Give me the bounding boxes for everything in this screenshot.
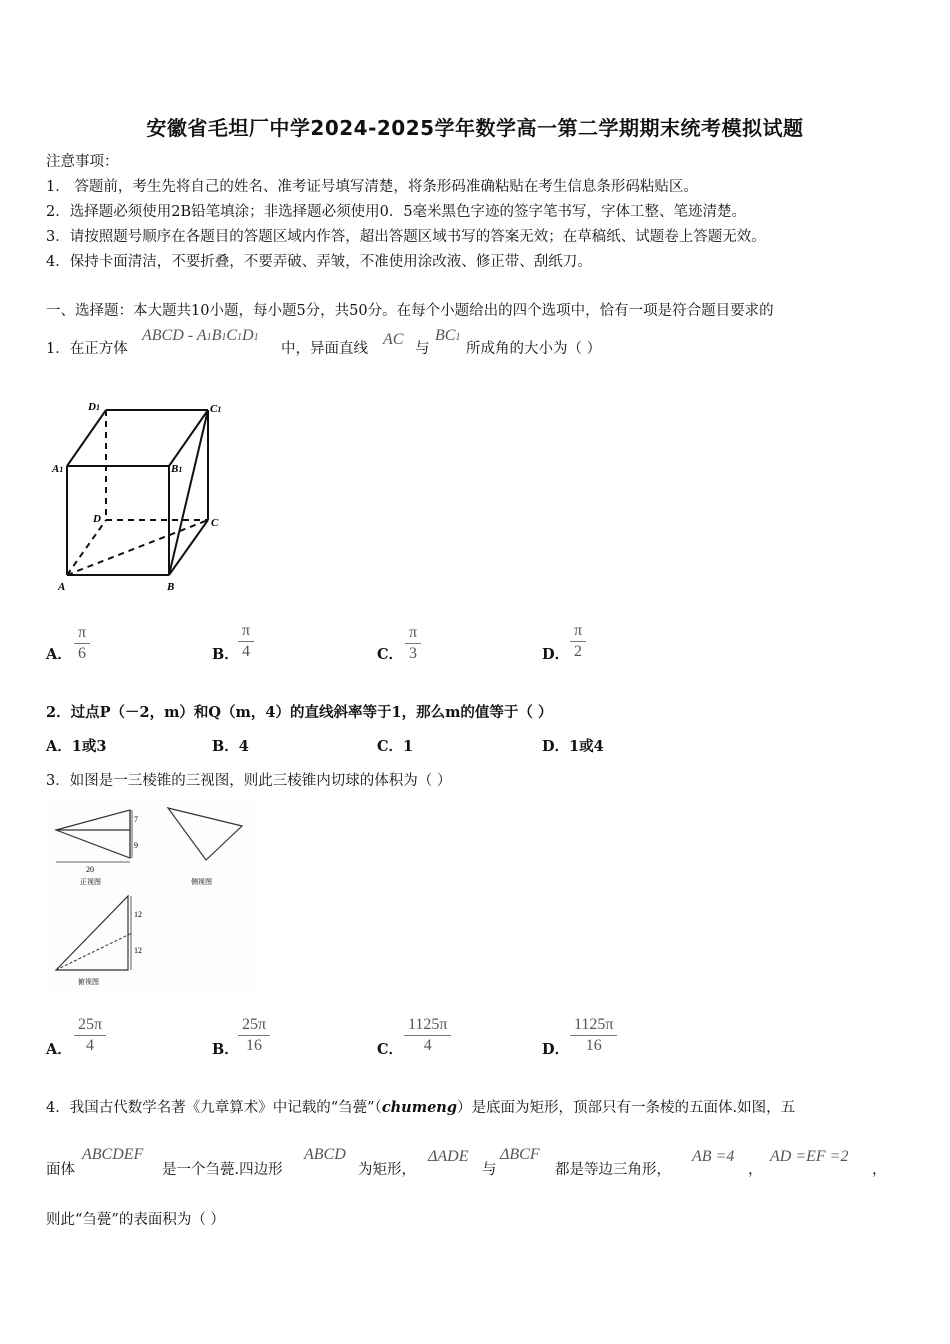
q2-option-c: C．1 xyxy=(377,738,414,755)
page-title: 安徽省毛坦厂中学2024-2025学年数学高一第二学期期末统考模拟试题 xyxy=(146,116,804,140)
q1-option-c-value: π 3 xyxy=(405,624,421,663)
q4-eq-ad-ef: AD =EF =2 xyxy=(770,1148,849,1165)
q4-comma: ， xyxy=(748,1162,763,1178)
side-view-caption: 侧视图 xyxy=(191,878,212,886)
q4-line-2b: 是一个刍甍.四边形 xyxy=(162,1162,283,1178)
q1-option-b-value: π 4 xyxy=(238,622,254,661)
top-view-caption: 俯视图 xyxy=(78,978,99,986)
q4-triangle-ade: ΔADE xyxy=(428,1148,469,1165)
dim-12-lower: 12 xyxy=(134,946,142,955)
q3-option-d-value: 1125π 16 xyxy=(570,1016,617,1055)
dim-9: 9 xyxy=(134,841,138,850)
section-heading: 一、选择题：本大题共10小题，每小题5分，共50分。在每个小题给出的四个选项中，恰有一项是符合题目要求的 xyxy=(46,303,774,319)
label-d1: D1 xyxy=(88,401,100,413)
q4-line-2d: 与 xyxy=(482,1162,497,1178)
q3-text: 3．如图是一三棱锥的三视图，则此三棱锥内切球的体积为（ ） xyxy=(46,773,452,789)
q1-option-a-value: π 6 xyxy=(74,624,90,663)
cube-figure xyxy=(50,398,230,594)
notice-item-4: 4．保持卡面清洁，不要折叠，不要弄破、弄皱，不准使用涂改液、修正带、刮纸刀。 xyxy=(46,254,592,270)
q3-option-b-label: B． xyxy=(212,1041,239,1058)
q1-line-ac: AC xyxy=(383,331,404,348)
notice-item-3: 3．请按照题号顺序在各题目的答题区域内作答，超出答题区域书写的答案无效；在草稿纸、试题卷上答题无效。 xyxy=(46,229,766,245)
q2-option-b: B．4 xyxy=(212,738,249,755)
q3-option-a-value: 25π 4 xyxy=(74,1016,106,1055)
q4-line-1: 4．我国古代数学名著《九章算术》中记载的“刍甍”（chumeng）是底面为矩形，顶部只有一条棱的五面体.如图，五 xyxy=(46,1099,796,1116)
q1-option-a-label: A． xyxy=(46,646,72,663)
front-view-caption: 正视图 xyxy=(80,878,101,886)
q4-rect: ABCD xyxy=(304,1146,346,1163)
q2-option-a: A．1或3 xyxy=(46,738,107,755)
notice-item-2: 2．选择题必须使用2B铅笔填涂；非选择题必须使用0．5毫米黑色字迹的签字笔书写，字体工整、笔迹清楚。 xyxy=(46,204,747,220)
q4-line-2e: 都是等边三角形， xyxy=(555,1162,671,1178)
q3-option-b-value: 25π 16 xyxy=(238,1016,270,1055)
q1-line-bc1: BC1 xyxy=(435,327,461,344)
q4-eq-ab: AB =4 xyxy=(692,1148,735,1165)
q1-option-c-label: C． xyxy=(377,646,404,663)
q1-option-b-label: B． xyxy=(212,646,239,663)
label-a: A xyxy=(58,581,66,593)
q4-triangle-bcf: ΔBCF xyxy=(500,1146,540,1163)
notice-heading: 注意事项： xyxy=(46,154,119,170)
q3-option-a-label: A． xyxy=(46,1041,72,1058)
notice-item-1: 1． 答题前，考生先将自己的姓名、准考证号填写清楚，将条形码准确粘贴在考生信息条形码粘贴区。 xyxy=(46,179,698,195)
label-b: B xyxy=(167,581,175,593)
q1-option-d-value: π 2 xyxy=(570,622,586,661)
q1-solid: ABCD - A1B1C1D1 xyxy=(142,327,259,344)
q4-line-3: 则此“刍甍”的表面积为（ ） xyxy=(46,1212,225,1228)
label-c: C xyxy=(211,517,219,529)
q4-line-2a: 面体 xyxy=(46,1162,75,1178)
q4-line-2c: 为矩形， xyxy=(358,1162,416,1178)
q3-option-c-value: 1125π 4 xyxy=(404,1016,451,1055)
label-c1: C1 xyxy=(210,403,222,415)
q3-option-d-label: D． xyxy=(542,1041,570,1058)
q4-solid: ABCDEF xyxy=(82,1146,144,1163)
label-a1: A1 xyxy=(52,463,64,475)
q2-option-d: D．1或4 xyxy=(542,738,604,755)
three-view-figure xyxy=(46,800,258,990)
q2-text: 2．过点P（－2，m）和Q（m，4）的直线斜率等于1，那么m的值等于（ ） xyxy=(46,704,553,721)
q1-mid: 中，异面直线 xyxy=(281,341,368,357)
label-b1: B1 xyxy=(171,463,183,475)
q1-and: 与 xyxy=(415,341,430,357)
dim-20: 20 xyxy=(86,865,94,874)
q3-option-c-label: C． xyxy=(377,1041,404,1058)
q1-suffix: 所成角的大小为（ ） xyxy=(466,341,602,357)
dim-7: 7 xyxy=(134,815,138,824)
q1-option-d-label: D． xyxy=(542,646,570,663)
dim-12-upper: 12 xyxy=(134,910,142,919)
label-d: D xyxy=(93,513,101,525)
q1-prefix: 1．在正方体 xyxy=(46,341,128,357)
q4-comma-2: ， xyxy=(872,1162,887,1178)
